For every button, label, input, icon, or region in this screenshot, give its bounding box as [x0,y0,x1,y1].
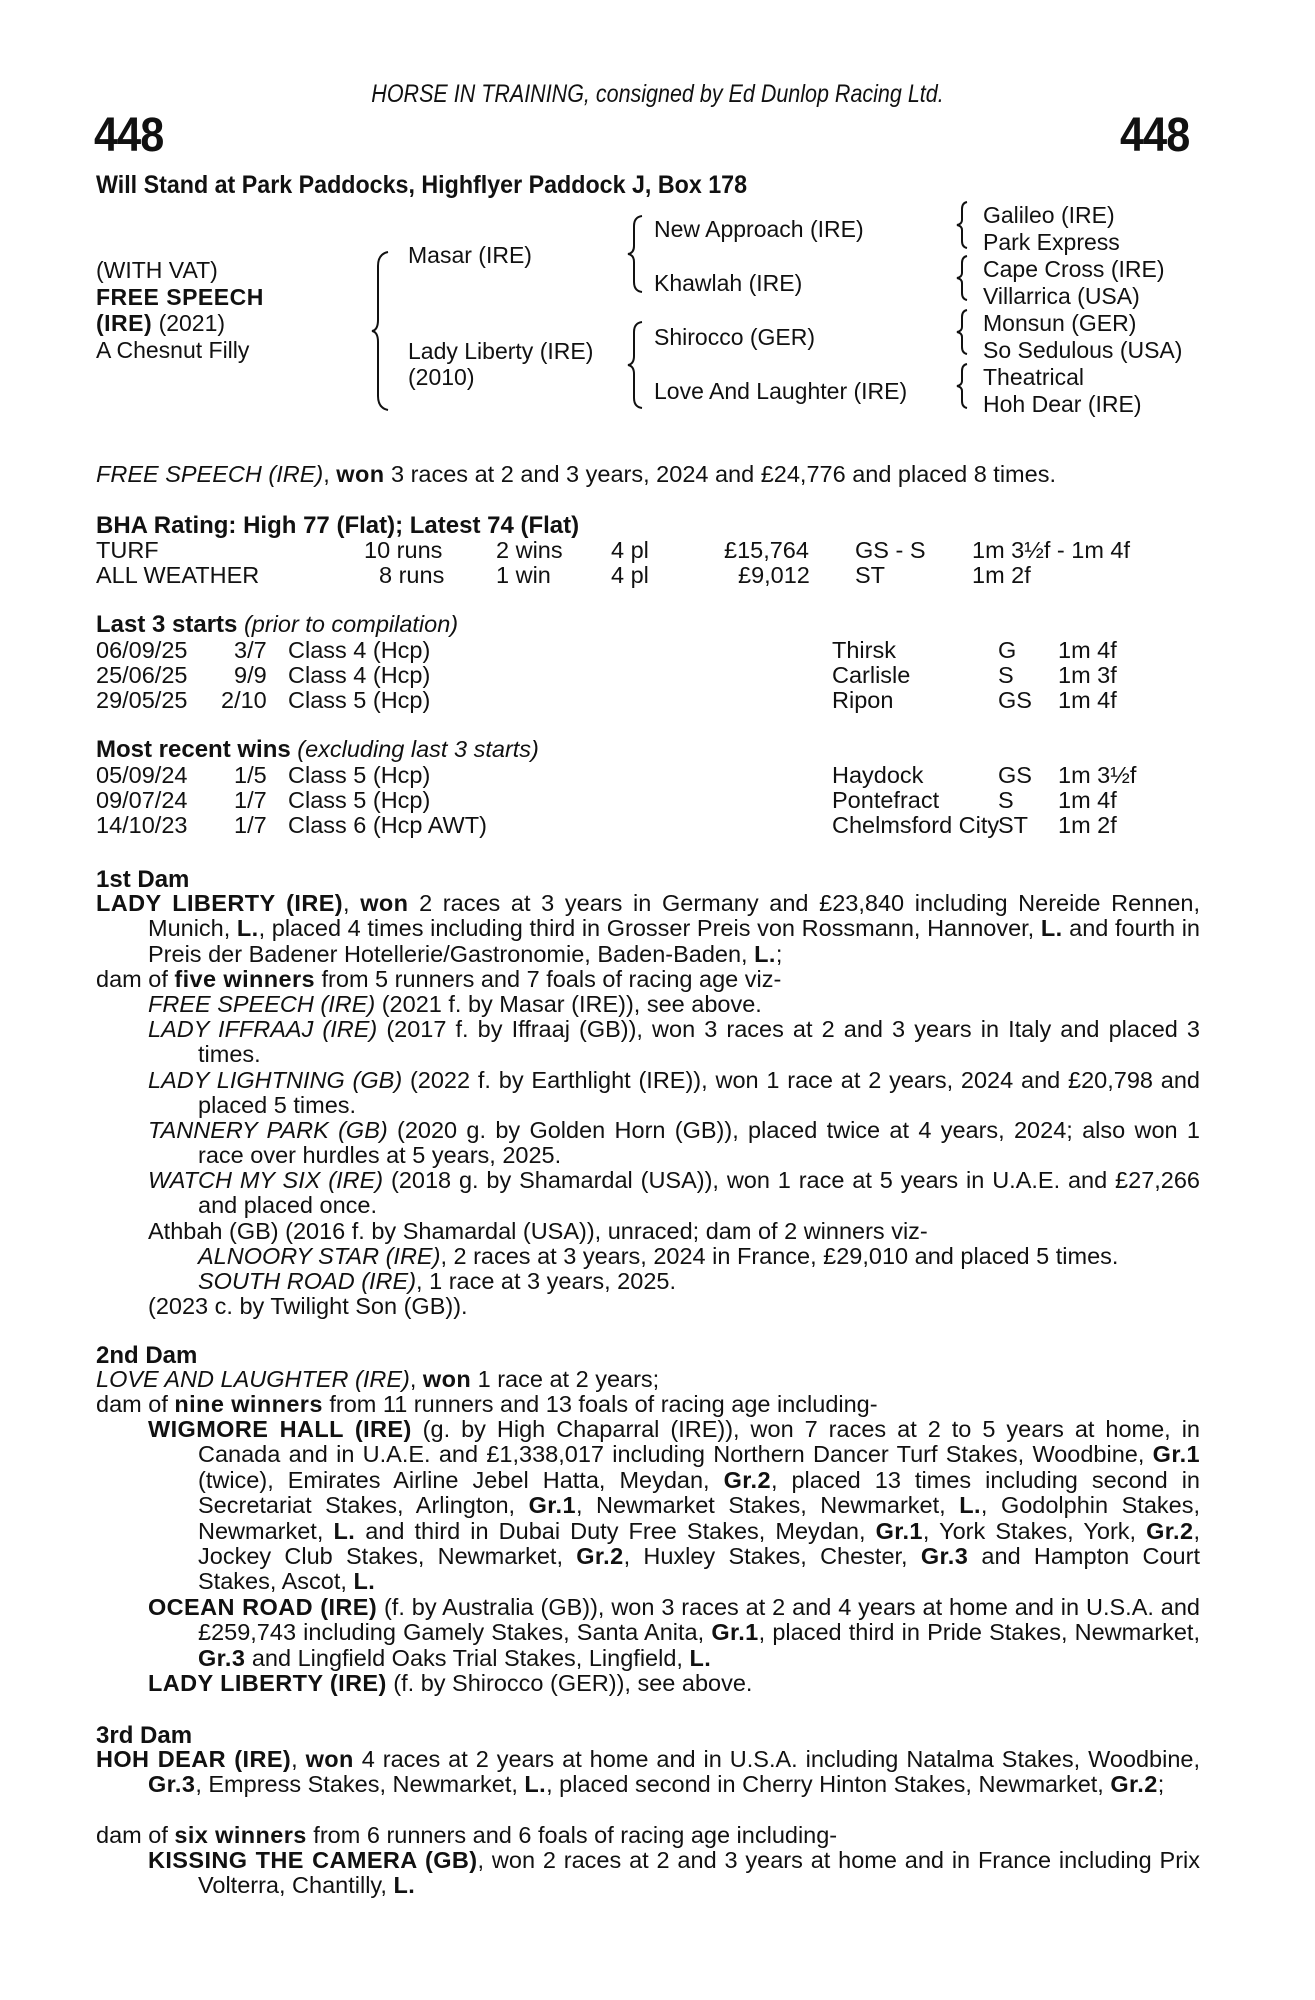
race-grade: Gr.2 [723,1466,771,1493]
foal-text: (2021 f. by Masar (IRE)), see above. [375,991,762,1017]
second-dam-won: won [422,1366,472,1392]
summary-text: 3 races at 2 and 3 years, 2024 and £24,776 and placed 8 times. [384,461,1056,487]
bha-runs: 10 runs [364,537,443,563]
bha-wins: 2 wins [496,537,563,563]
pedigree-brace-dd [955,362,971,410]
foal-name: WIGMORE HALL (IRE) [148,1416,412,1442]
start-position: 9/9 [234,662,267,688]
foal-entry [148,992,1200,1017]
record-text: ; [1157,1771,1165,1798]
athbah-entry: Athbah (GB) (2016 f. by Shamardal (USA)), unraced; dam of 2 winners viz- [148,1218,928,1244]
stabling-location: Will Stand at Park Paddocks, Highflyer Paddock J, Box 178 [96,171,747,199]
race-grade: L. [754,940,776,967]
record-text: and fourth in Preis der Badener Hotellerie/Gastronomie, Baden-Baden, [148,915,1200,967]
pedigree-gen3-item: Galileo (IRE) [983,202,1115,228]
horse-country: (IRE) [96,310,153,336]
record-text: , York Stakes, York, [922,1517,1147,1544]
produce-text: dam of [96,966,175,992]
first-dam-record: LADY LIBERTY (IRE), won 2 races at 3 years in Germany and £23,840 including Nereide Rennen, Munich, L., placed 4 times including third in Grosser Preis von Rossmann, Hannover, L. and fourth in Preis der Badener Hotellerie/Gastronomie, Baden-Baden, L.; [96,890,1200,967]
record-text: , placed 4 times including third in Grosser Preis von Rossmann, Hannover, [258,915,1041,942]
race-grade: L. [689,1644,712,1671]
record-text: and third in Dubai Duty Free Stakes, Meydan, [355,1517,876,1544]
foal-entry [148,1168,1200,1219]
vat-status: (WITH VAT) [96,257,218,283]
horse-year: (2021) [158,310,226,336]
record-text: , won 2 races at 2 and 3 years at home and in France including Prix Volterra, Chantilly, [198,1847,1201,1899]
produce-winners: five winners [174,966,315,992]
second-dam-produce [96,1392,878,1418]
foal-text: (2022 f. by Earthlight (IRE)), won 1 race at 2 years, 2024 and £20,798 and placed 5 times. [198,1067,1200,1119]
second-dam-title: 2nd Dam [96,1342,198,1369]
pedigree-sire: Masar (IRE) [408,242,532,268]
grand-foal-text: , 1 race at 3 years, 2025. [416,1268,676,1294]
bha-wins: 1 win [496,562,551,588]
pedigree-dam-dam: Love And Laughter (IRE) [654,378,908,404]
record-text: , Huxley Stakes, Chester, [623,1543,921,1570]
start-distance: 1m 4f [1058,637,1117,663]
pedigree-dam-sire: Shirocco (GER) [654,324,816,350]
start-going: G [998,637,1017,663]
record-text: (twice), Emirates Airline Jebel Hatta, Meydan, [198,1466,724,1493]
race-grade: L. [959,1492,981,1519]
lot-number-right: 448 [1120,109,1190,162]
pedigree-brace-gen1 [370,250,394,412]
summary-horse-name: FREE SPEECH (IRE) [96,461,324,487]
foal-text: (2017 f. by Iffraaj (GB)), won 3 races at 2 and 3 years in Italy and placed 3 times. [198,1016,1200,1068]
foal-name: WATCH MY SIX (IRE) [148,1167,384,1193]
first-dam-name: LADY LIBERTY (IRE) [96,890,343,916]
win-distance: 1m 2f [1058,812,1117,838]
start-distance: 1m 3f [1058,662,1117,688]
third-dam-record: HOH DEAR (IRE), won 4 races at 2 years at home and in U.S.A. including Natalma Stakes, Woodbine, Gr.3, Empress Stakes, Newmarket, L., placed second in Cherry Hinton Stakes, Newmarket, Gr.2; [96,1746,1201,1798]
bha-placed: 4 pl [611,537,649,563]
recent-wins-note: (excluding last 3 starts) [297,736,539,762]
bha-distance: 1m 3½f - 1m 4f [972,537,1131,563]
produce-text: dam of [96,1822,175,1848]
win-distance: 1m 4f [1058,787,1117,813]
produce-text: from 11 runners and 13 foals of racing age including- [322,1391,878,1417]
pedigree-gen3-item: Villarrica (USA) [983,283,1140,309]
win-class: Class 5 (Hcp) [288,787,431,813]
win-going: ST [998,812,1029,838]
race-summary [96,462,1056,488]
pedigree-gen3-item: Hoh Dear (IRE) [983,391,1142,417]
bha-earnings: £9,012 [738,562,810,588]
produce-winners: six winners [174,1822,307,1848]
win-date: 05/09/24 [96,762,188,788]
win-course: Chelmsford City [832,812,1000,838]
summary-won: won [336,461,385,487]
bha-surface: TURF [96,537,159,563]
foal-name: KISSING THE CAMERA (GB) [148,1847,478,1873]
pedigree-dam: Lady Liberty (IRE) [408,338,594,364]
last-starts-title: Last 3 starts [96,611,238,638]
grand-foal-text: , 2 races at 3 years, 2024 in France, £29,010 and placed 5 times. [440,1243,1119,1269]
pedigree-sire-sire: New Approach (IRE) [654,216,864,242]
race-grade: L. [333,1517,356,1544]
record-text: 2 races at 3 years in Germany and £23,840 including Nereide Rennen, Munich, [148,890,1200,942]
foal-name: OCEAN ROAD (IRE) [148,1594,378,1620]
win-position: 1/7 [234,787,267,813]
record-text: (g. by High Chaparral (IRE)), won 7 races at 2 to 5 years at home, in Canada and in U.A.E. and £1,338,017 including Northern Dancer Turf Stakes, Woodbine, [198,1416,1200,1468]
bha-rating-title: BHA Rating: High 77 (Flat); Latest 74 (Flat) [96,512,580,539]
first-dam-won: won [360,890,409,916]
win-course: Haydock [832,762,924,788]
lady-liberty-entry [148,1671,1200,1696]
start-going: GS [998,687,1032,713]
pedigree-dam-year: (2010) [408,364,475,390]
race-grade: Gr.1 [528,1492,576,1519]
pedigree-brace-sire [626,214,646,294]
foal-entry [148,1017,1200,1068]
win-class: Class 6 (Hcp AWT) [288,812,487,838]
pedigree-brace-ds [955,308,971,356]
record-text: 1 race at 2 years; [471,1366,660,1392]
consignor-line: HORSE IN TRAINING, consigned by Ed Dunlop Racing Ltd. [371,80,944,108]
race-grade: Gr.3 [920,1543,969,1570]
bha-earnings: £15,764 [724,537,809,563]
bha-going: GS - S [855,537,926,563]
start-position: 2/10 [221,687,267,713]
race-grade: Gr.1 [1152,1441,1200,1468]
record-text: , Jockey Club Stakes, Newmarket, [198,1517,1200,1570]
bha-placed: 4 pl [611,562,649,588]
bha-going: ST [855,562,886,588]
start-going: S [998,662,1014,688]
start-class: Class 4 (Hcp) [288,637,431,663]
horse-name-suffix [96,310,264,337]
race-grade: L. [236,915,259,942]
record-text: and Hampton Court Stakes, Ascot, [198,1543,1200,1595]
start-course: Thirsk [832,637,896,663]
win-position: 1/5 [234,762,267,788]
race-grade: L. [393,1872,416,1899]
foal-text: (2018 g. by Shamardal (USA)), won 1 race at 5 years in U.A.E. and £27,266 and placed once. [198,1167,1200,1219]
second-dam-record: LOVE AND LAUGHTER (IRE), won 1 race at 2 years; [96,1366,660,1392]
foal-text: (f. by Shirocco (GER)), see above. [386,1670,753,1696]
foal-entry [148,1118,1200,1169]
win-distance: 1m 3½f [1058,762,1137,788]
win-date: 14/10/23 [96,812,188,838]
start-distance: 1m 4f [1058,687,1117,713]
pedigree-sire-dam: Khawlah (IRE) [654,270,803,296]
race-grade: L. [353,1568,376,1595]
start-date: 25/06/25 [96,662,188,688]
pedigree-brace-sd [955,254,971,302]
start-class: Class 5 (Hcp) [288,687,431,713]
foal-text: (2020 g. by Golden Horn (GB)), placed twice at 4 years, 2024; also won 1 race over hurdles at 5 years, 2025. [198,1117,1200,1169]
record-text: , Newmarket Stakes, Newmarket, [575,1492,960,1519]
lot-number-left: 448 [94,109,164,162]
pedigree-gen3 [983,202,1182,418]
race-grade: L. [1040,915,1063,942]
last-starts-heading [96,612,458,638]
grand-foal-name: ALNOORY STAR (IRE) [198,1243,441,1269]
start-date: 29/05/25 [96,687,188,713]
produce-text: from 5 runners and 7 foals of racing age viz- [315,966,782,992]
wigmore-hall-entry [148,1417,1200,1595]
race-grade: Gr.1 [711,1619,759,1646]
start-course: Carlisle [832,662,911,688]
win-going: GS [998,762,1032,788]
pedigree-gen3-item: Theatrical [983,364,1084,390]
second-dam-name: LOVE AND LAUGHTER (IRE) [96,1366,410,1392]
pedigree-gen3-item: Cape Cross (IRE) [983,256,1165,282]
foal-name: LADY IFFRAAJ (IRE) [148,1016,378,1042]
colt-entry: (2023 c. by Twilight Son (GB)). [148,1293,468,1319]
foal-name: LADY LIBERTY (IRE) [148,1670,387,1696]
win-course: Pontefract [832,787,940,813]
horse-identity [96,257,264,363]
win-position: 1/7 [234,812,267,838]
record-text: 4 races at 2 years at home and in U.S.A. including Natalma Stakes, Woodbine, [353,1746,1201,1772]
start-class: Class 4 (Hcp) [288,662,431,688]
produce-text: from 6 runners and 6 foals of racing age including- [306,1822,838,1848]
race-grade: L. [524,1771,547,1798]
third-dam-name: HOH DEAR (IRE) [96,1746,292,1772]
record-text: ; [775,940,783,967]
third-dam-produce [96,1823,837,1849]
bha-surface: ALL WEATHER [96,562,260,588]
record-text: , placed third in Pride Stakes, Newmarket, [758,1619,1200,1646]
pedigree-gen3-item: Monsun (GER) [983,310,1137,336]
recent-wins-title: Most recent wins [96,736,291,763]
race-grade: Gr.2 [1146,1517,1194,1544]
win-date: 09/07/24 [96,787,188,813]
race-grade: Gr.3 [198,1644,246,1671]
race-grade: Gr.1 [875,1517,923,1544]
foal-name: LADY LIGHTNING (GB) [148,1067,403,1093]
pedigree-gen3-item: So Sedulous (USA) [983,337,1183,363]
foal-name: TANNERY PARK (GB) [148,1117,388,1143]
grand-foal-name: SOUTH ROAD (IRE) [198,1268,417,1294]
first-dam-title: 1st Dam [96,866,190,893]
grand-foal-entry [198,1244,1118,1270]
record-text: and Lingfield Oaks Trial Stakes, Lingfield, [245,1644,690,1671]
recent-wins-heading [96,737,539,763]
pedigree-brace-dam [626,320,646,410]
horse-name: FREE SPEECH [96,283,264,310]
start-course: Ripon [832,687,894,713]
horse-description: A Chesnut Filly [96,336,250,363]
bha-runs: 8 runs [379,562,445,588]
pedigree-brace-ss [955,200,971,250]
third-dam-title: 3rd Dam [96,1722,193,1749]
produce-text: dam of [96,1391,175,1417]
race-grade: Gr.3 [148,1771,196,1798]
last-starts-note: (prior to compilation) [243,611,459,637]
summary-sep: , [323,461,337,487]
foal-name: FREE SPEECH (IRE) [148,991,376,1017]
pedigree-gen3-item: Park Express [983,229,1120,255]
ocean-road-entry [148,1595,1200,1671]
record-text: (f. by Australia (GB)), won 3 races at 2 and 4 years at home and in U.S.A. and £259,743 including Gamely Stakes, Santa Anita, [198,1594,1201,1646]
record-text: , placed 13 times including second in Secretariat Stakes, Arlington, [198,1466,1200,1519]
foal-entry [148,1068,1200,1119]
record-text: , placed second in Cherry Hinton Stakes, Newmarket, [546,1771,1111,1798]
start-date: 06/09/25 [96,637,188,663]
win-class: Class 5 (Hcp) [288,762,431,788]
produce-winners: nine winners [174,1391,323,1417]
record-text: , Godolphin Stakes, Newmarket, [198,1492,1200,1544]
grand-foal-entry [198,1269,676,1295]
kissing-the-camera-entry [148,1848,1200,1899]
bha-distance: 1m 2f [972,562,1031,588]
third-dam-won: won [305,1746,354,1772]
race-grade: Gr.2 [576,1543,624,1570]
win-going: S [998,787,1014,813]
race-grade: Gr.2 [1110,1771,1158,1798]
first-dam-produce [96,967,781,993]
record-text: , Empress Stakes, Newmarket, [195,1771,525,1798]
start-position: 3/7 [234,637,267,663]
